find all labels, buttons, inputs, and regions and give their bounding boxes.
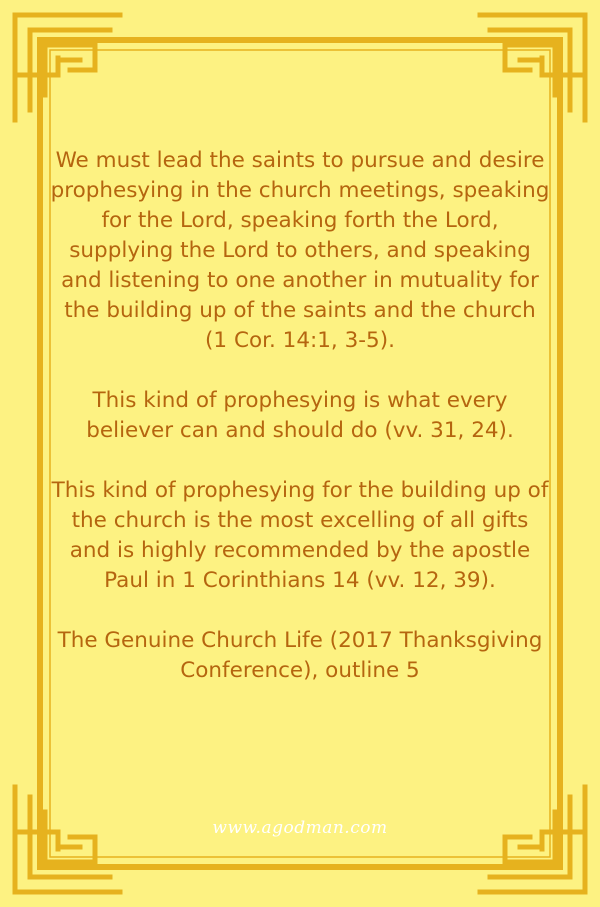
quote-source: The Genuine Church Life (2017 Thanksgiving Conference), outline 5 bbox=[57, 628, 543, 683]
quote-paragraph-2: This kind of prophesying is what every believer can and should do (vv. 31, 24). bbox=[86, 388, 514, 443]
corner-top-left bbox=[15, 15, 120, 120]
corner-bottom-left bbox=[15, 787, 120, 892]
quote-paragraph-1: We must lead the saints to pursue and desire prophesying in the church meetings, speaking for the Lord, speaking forth the Lord, supplying the Lord to others, and speaking and listening to one another in mutuality for the building up of the saints and the church (1 Cor. 14:1, 3-5). bbox=[50, 148, 550, 353]
corner-bottom-right bbox=[480, 787, 585, 892]
quote-block bbox=[50, 146, 550, 708]
website-watermark: www.agodman.com bbox=[212, 818, 388, 838]
quote-paragraph-3: This kind of prophesying for the building up of the church is the most excelling of all gifts and is highly recommended by the apostle Paul in 1 Corinthians 14 (vv. 12, 39). bbox=[51, 478, 549, 593]
corner-top-right bbox=[480, 15, 585, 120]
